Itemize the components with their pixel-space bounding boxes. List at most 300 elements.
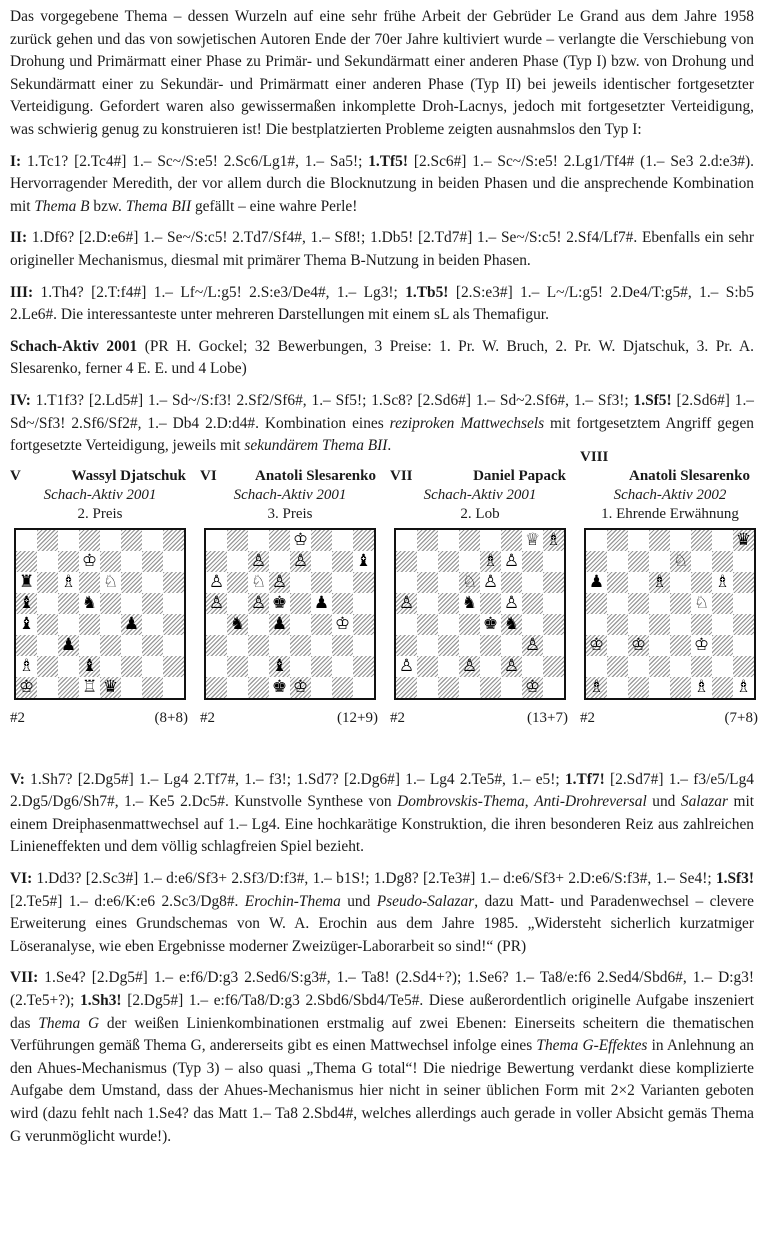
solution-text: [2.Sd6#] 1.– Sd~/Sf3! 2.Sf6/Sf2#, 1.– Db4 2.D:d4#. Kombination eines — [10, 391, 754, 432]
chess-piece: ♔ — [630, 634, 647, 655]
board-square — [100, 656, 121, 677]
board-square — [501, 551, 522, 572]
board-square — [121, 593, 142, 614]
board-square — [417, 530, 438, 551]
solution-text: 1.Df6? [2.D:e6#] 1.– Se~/S:c5! 2.Td7/Sf4#, 1.– Sf8!; 1.Db5! [2.Td7#] 1.– Se~/S:c5! 2.Sf4/Lf7#. Ebenfalls ein sehr origineller Mechanismus, diesmal mit primärer Thema B-Nutzung in beiden Phasen. — [10, 229, 754, 269]
diagram-award: 1. Ehrende Erwähnung — [601, 505, 739, 522]
board-square — [37, 593, 58, 614]
board-square — [628, 635, 649, 656]
board-square — [227, 614, 248, 635]
stipulation: #2 — [200, 709, 215, 726]
solution-text: . — [387, 437, 392, 455]
board-square — [396, 614, 417, 635]
board-square — [712, 677, 733, 698]
board-square — [269, 677, 290, 698]
board-square — [607, 635, 628, 656]
board-square — [670, 593, 691, 614]
board-square — [79, 635, 100, 656]
board-square — [37, 614, 58, 635]
solution-text: und — [340, 892, 377, 910]
board-square — [480, 572, 501, 593]
board-square — [332, 530, 353, 551]
board-square — [206, 551, 227, 572]
board-square — [58, 530, 79, 551]
chess-board — [394, 528, 566, 700]
diagram-number: VI — [200, 467, 217, 484]
board-square — [733, 551, 754, 572]
board-square — [670, 551, 691, 572]
chess-piece: ♙ — [398, 655, 415, 676]
theme-name: Thema BII — [125, 197, 192, 215]
board-square — [16, 530, 37, 551]
board-square — [459, 551, 480, 572]
chess-piece: ♔ — [81, 550, 98, 571]
board-square — [649, 593, 670, 614]
chess-piece: ♝ — [81, 655, 98, 676]
chess-piece: ♙ — [398, 592, 415, 613]
board-square — [522, 677, 543, 698]
chess-piece: ♔ — [693, 634, 710, 655]
diagram-award: 2. Preis — [77, 505, 123, 522]
board-square — [37, 530, 58, 551]
board-square — [353, 572, 374, 593]
board-square — [290, 635, 311, 656]
chess-piece: ♟ — [60, 634, 77, 655]
solution-text: [2.Te5#] 1.– d:e6/K:e6 2.Sc3/Dg8#. — [10, 892, 245, 910]
problem-label: III: — [10, 283, 34, 301]
board-square — [607, 614, 628, 635]
board-square — [163, 593, 184, 614]
chess-piece: ♘ — [461, 571, 478, 592]
chess-piece: ♟ — [123, 613, 140, 634]
board-square — [332, 551, 353, 572]
board-square — [586, 572, 607, 593]
board-square — [586, 551, 607, 572]
board-square — [290, 551, 311, 572]
stipulation: #2 — [580, 709, 595, 726]
intro-paragraph: Das vorgegebene Thema – dessen Wurzeln auf eine sehr frühe Arbeit der Gebrüder Le Grand aus dem Jahre 1958 zurück gehen und das von sowjetischen Autoren Ende der 70er Jahre kultiviert wurde – verlangte die Verschiebung von Drohung und Primärmatt einer Phase zu Primär- und Sekundärmatt einer anderen Phase (Typ I) bzw. von Drohung und Sekundärmatt einer zu Sekundär- und Primärmatt einer anderen Phase (Typ II) bei jeweils identischer fortgesetzter Verteidigung. Gefordert waren also gewissermaßen inkomplette Droh-Lacnys, jedoch mit fortgesetzter Verteidigung, was schwierig genug zu konstruieren ist! Die bestplatzierten Probleme zeigten ausnahmslos den Typ I: — [10, 8, 754, 138]
board-square — [248, 572, 269, 593]
board-square — [58, 656, 79, 677]
board-square — [142, 614, 163, 635]
board-square — [248, 530, 269, 551]
board-square — [100, 551, 121, 572]
board-square — [586, 530, 607, 551]
board-square — [16, 677, 37, 698]
board-square — [100, 614, 121, 635]
diagram-source: Schach-Aktiv 2001 — [233, 486, 347, 503]
theme-name: Anti-Drohreversal — [534, 793, 647, 811]
board-square — [121, 677, 142, 698]
board-square — [480, 530, 501, 551]
board-square — [670, 656, 691, 677]
board-square — [691, 635, 712, 656]
board-square — [691, 614, 712, 635]
board-square — [79, 614, 100, 635]
board-square — [248, 614, 269, 635]
board-square — [58, 677, 79, 698]
board-square — [121, 656, 142, 677]
board-square — [628, 551, 649, 572]
board-square — [396, 572, 417, 593]
theme-name: Pseudo-Salazar — [376, 892, 475, 910]
board-square — [290, 614, 311, 635]
chess-board — [584, 528, 756, 700]
board-square — [501, 677, 522, 698]
chess-piece: ♔ — [18, 676, 35, 697]
board-square — [58, 593, 79, 614]
chess-piece: ♙ — [503, 655, 520, 676]
chess-piece: ♙ — [271, 571, 288, 592]
chess-board — [204, 528, 376, 700]
diagram-footer — [580, 708, 760, 728]
board-square — [543, 593, 564, 614]
board-square — [438, 635, 459, 656]
board-square — [628, 656, 649, 677]
board-square — [37, 656, 58, 677]
board-square — [501, 635, 522, 656]
diagram-footer — [10, 708, 190, 728]
chess-piece: ♖ — [81, 676, 98, 697]
solution-text: [2.S:e3#] 1.– L~/L:g5! 2.De4/T:g5#, 1.– S:b5 2.Le6#. Die interessanteste unter mehreren Darstellungen mit einem sL als Themafigur. — [10, 283, 755, 324]
board-square — [628, 530, 649, 551]
chess-piece: ♔ — [292, 676, 309, 697]
board-square — [163, 530, 184, 551]
board-square — [649, 614, 670, 635]
board-square — [649, 530, 670, 551]
diagram-award: 3. Preis — [267, 505, 313, 522]
diagram-author: Anatoli Slesarenko — [255, 467, 376, 484]
solution-V — [10, 769, 754, 859]
board-square — [353, 635, 374, 656]
board-square — [269, 656, 290, 677]
board-square — [248, 593, 269, 614]
board-square — [142, 656, 163, 677]
board-square — [79, 551, 100, 572]
board-square — [607, 551, 628, 572]
chess-piece: ♟ — [271, 613, 288, 634]
board-square — [37, 677, 58, 698]
board-square — [712, 593, 733, 614]
board-square — [417, 677, 438, 698]
board-square — [480, 593, 501, 614]
board-square — [227, 551, 248, 572]
board-square — [163, 635, 184, 656]
board-square — [501, 530, 522, 551]
board-square — [649, 677, 670, 698]
board-square — [691, 656, 712, 677]
board-square — [438, 677, 459, 698]
chess-piece: ♞ — [81, 592, 98, 613]
board-square — [733, 593, 754, 614]
diagram-header — [200, 467, 380, 486]
board-square — [269, 593, 290, 614]
chess-piece: ♙ — [461, 655, 478, 676]
board-square — [417, 572, 438, 593]
key-move: 1.Sf3! — [715, 870, 754, 888]
chess-piece: ♘ — [250, 571, 267, 592]
theme-name: reziproken Mattwechsels — [389, 414, 545, 432]
board-square — [332, 656, 353, 677]
board-square — [79, 593, 100, 614]
solution-text: mit einem Dreiphasenmattwechsel auf 1.– Lg4. Eine hochkarätige Konstruktion, die ihren besonderen Reiz aus zahlreichen Linieneffekten und dem völlig schlagfreien Spiel bezieht. — [10, 793, 755, 856]
board-square — [16, 635, 37, 656]
board-square — [353, 551, 374, 572]
board-square — [332, 635, 353, 656]
diagram-footer — [200, 708, 380, 728]
board-square — [248, 656, 269, 677]
board-square — [628, 614, 649, 635]
chess-piece: ♞ — [229, 613, 246, 634]
board-square — [269, 530, 290, 551]
chess-board — [14, 528, 186, 700]
board-square — [543, 656, 564, 677]
chess-piece: ♟ — [588, 571, 605, 592]
solution-I — [10, 151, 754, 219]
chess-piece: ♗ — [735, 676, 752, 697]
board-square — [733, 656, 754, 677]
board-square — [712, 635, 733, 656]
board-square — [628, 593, 649, 614]
board-square — [649, 635, 670, 656]
problem-label: VII: — [10, 969, 39, 987]
chess-piece: ♗ — [482, 550, 499, 571]
theme-name: Thema G — [38, 1014, 100, 1032]
key-move: 1.Tf7! — [564, 770, 605, 788]
solution-text: 1.Sh7? [2.Dg5#] 1.– Lg4 2.Tf7#, 1.– f3!; 1.Sd7? [2.Dg6#] 1.– Lg4 2.Te5#, 1.– e5!; — [24, 770, 565, 788]
solution-text: 1.Tc1? [2.Tc4#] 1.– Sc~/S:e5! 2.Sc6/Lg1#, 1.– Sa5!; — [21, 152, 369, 170]
board-square — [670, 614, 691, 635]
board-square — [227, 572, 248, 593]
chess-piece: ♔ — [524, 676, 541, 697]
board-square — [163, 677, 184, 698]
board-square — [290, 656, 311, 677]
problem-label: V: — [10, 770, 25, 788]
board-square — [396, 677, 417, 698]
board-square — [522, 593, 543, 614]
theme-name: Salazar — [680, 793, 728, 811]
chess-piece: ♙ — [208, 571, 225, 592]
board-square — [332, 677, 353, 698]
board-square — [586, 677, 607, 698]
board-square — [480, 635, 501, 656]
tourney-text: (PR H. Gockel; 32 Bewerbungen, 3 Preise: 1. Pr. W. Bruch, 2. Pr. W. Djatschuk, 3. Pr. A. Slesarenko, ferner 4 E. E. und 4 Lobe) — [10, 337, 754, 378]
board-square — [37, 551, 58, 572]
chess-piece: ♔ — [588, 634, 605, 655]
diagram-header — [580, 467, 760, 486]
chess-piece: ♗ — [545, 529, 562, 550]
problem-label: IV: — [10, 391, 31, 409]
board-square — [206, 677, 227, 698]
board-square — [332, 572, 353, 593]
board-square — [649, 551, 670, 572]
board-square — [311, 656, 332, 677]
diagram-header — [390, 467, 570, 486]
chess-piece: ♛ — [735, 529, 752, 550]
board-square — [459, 572, 480, 593]
diagram-V — [10, 467, 190, 728]
chess-piece: ♙ — [503, 550, 520, 571]
board-square — [142, 593, 163, 614]
board-square — [522, 656, 543, 677]
board-square — [206, 614, 227, 635]
chess-piece: ♚ — [482, 613, 499, 634]
diagram-VIII — [580, 448, 760, 728]
chess-piece: ♚ — [271, 592, 288, 613]
board-square — [121, 551, 142, 572]
solution-text: 1.T1f3? [2.Ld5#] 1.– Sd~/S:f3! 2.Sf2/Sf6#, 1.– Sf5!; 1.Sc8? [2.Sd6#] 1.– Sd~2.Sf6#, 1.– Sf3!; — [30, 391, 634, 409]
tourney-info — [10, 336, 754, 381]
piece-count: (7+8) — [724, 709, 758, 726]
board-square — [121, 635, 142, 656]
board-square — [311, 551, 332, 572]
board-square — [16, 551, 37, 572]
board-square — [438, 656, 459, 677]
diagram-source: Schach-Aktiv 2001 — [423, 486, 537, 503]
board-square — [121, 530, 142, 551]
board-square — [311, 614, 332, 635]
board-square — [396, 635, 417, 656]
board-square — [396, 530, 417, 551]
chess-piece: ♗ — [714, 571, 731, 592]
board-square — [353, 656, 374, 677]
board-square — [480, 614, 501, 635]
chess-piece: ♙ — [208, 592, 225, 613]
chess-piece: ♙ — [482, 571, 499, 592]
chess-piece: ♔ — [334, 613, 351, 634]
board-square — [438, 551, 459, 572]
board-square — [522, 614, 543, 635]
solution-text: 1.Th4? [2.T:f4#] 1.– Lf~/L:g5! 2.S:e3/De4#, 1.– Lg3!; — [33, 283, 406, 301]
board-square — [543, 572, 564, 593]
diagram-number: VIII — [580, 448, 609, 465]
board-square — [227, 530, 248, 551]
board-square — [628, 572, 649, 593]
board-square — [206, 635, 227, 656]
board-square — [459, 635, 480, 656]
board-square — [396, 593, 417, 614]
board-square — [311, 677, 332, 698]
board-square — [206, 530, 227, 551]
board-square — [712, 551, 733, 572]
board-square — [543, 677, 564, 698]
board-square — [712, 530, 733, 551]
board-square — [290, 593, 311, 614]
board-square — [121, 614, 142, 635]
tourney-label: Schach-Aktiv 2001 — [10, 337, 138, 355]
piece-count: (13+7) — [527, 709, 568, 726]
chess-piece: ♞ — [461, 592, 478, 613]
chess-piece: ♙ — [524, 634, 541, 655]
solution-text: 1.Dd3? [2.Sc3#] 1.– d:e6/Sf3+ 2.Sf3/D:f3#, 1.– b1S!; 1.Dg8? [2.Te3#] 1.– d:e6/Sf3+ 2.D:e6/S:f3#, 1.– Se4!; — [32, 870, 716, 888]
chess-piece: ♜ — [18, 571, 35, 592]
board-square — [480, 677, 501, 698]
board-square — [438, 593, 459, 614]
theme-name: Thema G-Effektes — [536, 1037, 648, 1055]
board-square — [670, 572, 691, 593]
board-square — [142, 635, 163, 656]
diagram-source: Schach-Aktiv 2001 — [43, 486, 157, 503]
board-square — [586, 656, 607, 677]
board-square — [501, 614, 522, 635]
board-square — [417, 551, 438, 572]
solution-III — [10, 282, 754, 327]
diagram-award: 2. Lob — [460, 505, 500, 522]
board-square — [79, 677, 100, 698]
problem-label: VI: — [10, 870, 33, 888]
board-square — [353, 593, 374, 614]
board-square — [58, 572, 79, 593]
solution-text: 1.Se4? [2.Dg5#] 1.– e:f6/D:g3 2.Sed6/S:g3#, 1.– Ta8! (2.Sd4+?); 1.Se6? 1.– Ta8/e:f6 2.Sed4/Sbd6#, 1.– D:g3! (2.Te5+?); — [10, 969, 754, 1010]
board-square — [438, 614, 459, 635]
board-square — [417, 656, 438, 677]
board-square — [227, 593, 248, 614]
chess-piece: ♝ — [18, 592, 35, 613]
board-square — [733, 572, 754, 593]
board-square — [459, 530, 480, 551]
board-square — [163, 551, 184, 572]
board-square — [712, 656, 733, 677]
board-square — [142, 677, 163, 698]
board-square — [206, 656, 227, 677]
board-square — [206, 593, 227, 614]
board-square — [248, 677, 269, 698]
board-square — [649, 656, 670, 677]
board-square — [501, 656, 522, 677]
solution-text: [2.Dg5#] 1.– e:f6/Ta8/D:g3 2.Sbd6/Sbd4/Te5#. Diese außerordentlich originelle Aufgabe inszeniert das — [10, 992, 754, 1032]
chess-piece: ♔ — [292, 529, 309, 550]
board-square — [459, 677, 480, 698]
chess-piece: ♗ — [693, 676, 710, 697]
board-square — [543, 530, 564, 551]
board-square — [100, 572, 121, 593]
board-square — [227, 635, 248, 656]
board-square — [543, 551, 564, 572]
theme-name: sekundärem Thema BII — [244, 437, 388, 455]
board-square — [163, 614, 184, 635]
diagram-number: V — [10, 467, 21, 484]
board-square — [607, 530, 628, 551]
problem-label: II: — [10, 229, 28, 247]
diagram-header — [10, 467, 190, 486]
board-square — [227, 677, 248, 698]
board-square — [733, 614, 754, 635]
board-square — [290, 572, 311, 593]
board-square — [628, 677, 649, 698]
board-square — [438, 572, 459, 593]
board-square — [670, 530, 691, 551]
solution-VII — [10, 967, 754, 1148]
solution-text: [2.Sc6#] 1.– Sc~/S:e5! 2.Lg1/Tf4# (1.– Se3 2.d:e3#). Hervorragender Meredith, der vor allem durch die Blocknutzung in beiden Phasen und die ansprechende Kombination mit — [10, 152, 754, 215]
board-square — [290, 677, 311, 698]
diagram-footer — [390, 708, 570, 728]
board-square — [586, 635, 607, 656]
board-square — [438, 530, 459, 551]
board-square — [417, 593, 438, 614]
board-square — [586, 614, 607, 635]
board-square — [79, 656, 100, 677]
board-square — [522, 551, 543, 572]
board-square — [16, 572, 37, 593]
chess-piece: ♟ — [313, 592, 330, 613]
theme-name: Erochin-Thema — [244, 892, 341, 910]
board-square — [733, 530, 754, 551]
board-square — [269, 551, 290, 572]
board-square — [480, 551, 501, 572]
chess-piece: ♝ — [18, 613, 35, 634]
board-square — [206, 572, 227, 593]
board-square — [522, 635, 543, 656]
